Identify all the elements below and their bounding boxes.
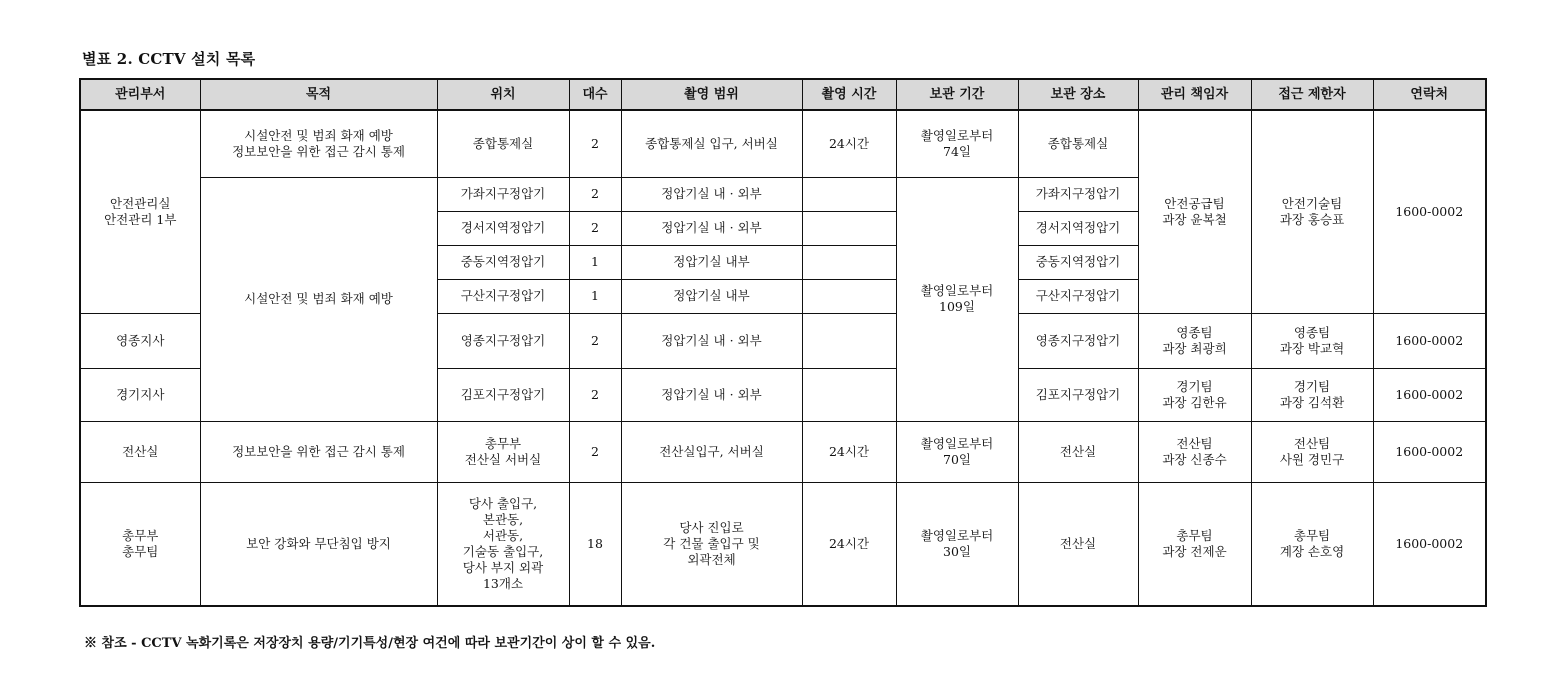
manager-cell: 총무팀 과장 전제운 (1138, 482, 1251, 606)
purpose-cell: 시설안전 및 범죄 화재 예방 (200, 177, 437, 421)
table-row (80, 421, 1486, 482)
place-cell: 전산실 (1018, 421, 1138, 482)
time-cell (802, 368, 896, 421)
range-cell: 정압기실 내부 (621, 245, 802, 279)
manager-cell: 경기팀 과장 김한유 (1138, 368, 1251, 421)
restricted-cell: 영종팀 과장 박교혁 (1251, 313, 1373, 368)
range-cell: 종합통제실 입구, 서버실 (621, 110, 802, 177)
place-cell: 전산실 (1018, 482, 1138, 606)
range-cell: 정압기실 내부 (621, 279, 802, 313)
header-cell: 목적 (200, 79, 437, 110)
time-cell (802, 177, 896, 211)
count-cell: 2 (569, 110, 621, 177)
range-cell: 정압기실 내 · 외부 (621, 313, 802, 368)
location-cell: 중동지역정압기 (437, 245, 569, 279)
table-row (80, 482, 1486, 606)
contact-cell: 1600-0002 (1373, 368, 1486, 421)
place-cell: 중동지역정압기 (1018, 245, 1138, 279)
header-cell: 보관 기간 (896, 79, 1018, 110)
location-cell: 김포지구정압기 (437, 368, 569, 421)
contact-cell: 1600-0002 (1373, 313, 1486, 368)
purpose-cell: 보안 강화와 무단침입 방지 (200, 482, 437, 606)
header-cell: 보관 장소 (1018, 79, 1138, 110)
range-cell: 정압기실 내 · 외부 (621, 211, 802, 245)
place-cell: 구산지구정압기 (1018, 279, 1138, 313)
count-cell: 1 (569, 279, 621, 313)
range-cell: 전산실입구, 서버실 (621, 421, 802, 482)
cctv-table (79, 78, 1487, 607)
count-cell: 2 (569, 421, 621, 482)
place-cell: 영종지구정압기 (1018, 313, 1138, 368)
location-cell: 경서지역정압기 (437, 211, 569, 245)
footnote: ※ 참조 - CCTV 녹화기록은 저장장치 용량/기기특성/현장 여건에 따라 보관기간이 상이 할 수 있음. (84, 636, 656, 651)
manager-cell: 안전공급팀 과장 윤복철 (1138, 110, 1251, 313)
purpose-cell: 시설안전 및 범죄 화재 예방 정보보안을 위한 접근 감시 통제 (200, 110, 437, 177)
period-cell: 촬영일로부터 109일 (896, 177, 1018, 421)
location-cell: 종합통제실 (437, 110, 569, 177)
place-cell: 김포지구정압기 (1018, 368, 1138, 421)
dept-cell: 영종지사 (80, 313, 200, 368)
restricted-cell: 전산팀 사원 경민구 (1251, 421, 1373, 482)
contact-cell: 1600-0002 (1373, 421, 1486, 482)
contact-cell: 1600-0002 (1373, 110, 1486, 313)
range-cell: 당사 진입로 각 건물 출입구 및 외곽전체 (621, 482, 802, 606)
restricted-cell: 총무팀 계장 손호영 (1251, 482, 1373, 606)
location-cell: 영종지구정압기 (437, 313, 569, 368)
restricted-cell: 경기팀 과장 김석환 (1251, 368, 1373, 421)
time-cell (802, 245, 896, 279)
period-cell: 촬영일로부터 70일 (896, 421, 1018, 482)
header-cell: 위치 (437, 79, 569, 110)
time-cell: 24시간 (802, 421, 896, 482)
dept-cell: 전산실 (80, 421, 200, 482)
dept-cell: 경기지사 (80, 368, 200, 421)
period-cell: 촬영일로부터 74일 (896, 110, 1018, 177)
location-cell: 가좌지구정압기 (437, 177, 569, 211)
period-cell: 촬영일로부터 30일 (896, 482, 1018, 606)
range-cell: 정압기실 내 · 외부 (621, 368, 802, 421)
dept-cell: 총무부 총무팀 (80, 482, 200, 606)
header-cell: 관리부서 (80, 79, 200, 110)
time-cell (802, 313, 896, 368)
header-cell: 촬영 범위 (621, 79, 802, 110)
count-cell: 2 (569, 177, 621, 211)
header-cell: 관리 책임자 (1138, 79, 1251, 110)
place-cell: 가좌지구정압기 (1018, 177, 1138, 211)
place-cell: 경서지역정압기 (1018, 211, 1138, 245)
dept-cell: 안전관리실 안전관리 1부 (80, 110, 200, 313)
header-cell: 접근 제한자 (1251, 79, 1373, 110)
location-cell: 구산지구정압기 (437, 279, 569, 313)
restricted-cell: 안전기술팀 과장 홍승표 (1251, 110, 1373, 313)
purpose-cell: 정보보안을 위한 접근 감시 통제 (200, 421, 437, 482)
count-cell: 2 (569, 211, 621, 245)
place-cell: 종합통제실 (1018, 110, 1138, 177)
manager-cell: 영종팀 과장 최광희 (1138, 313, 1251, 368)
manager-cell: 전산팀 과장 신종수 (1138, 421, 1251, 482)
time-cell (802, 279, 896, 313)
location-cell: 당사 출입구, 본관동, 서관동, 기술동 출입구, 당사 부지 외곽 13개소 (437, 482, 569, 606)
count-cell: 2 (569, 313, 621, 368)
location-cell: 총무부 전산실 서버실 (437, 421, 569, 482)
header-row (80, 79, 1486, 110)
time-cell: 24시간 (802, 482, 896, 606)
time-cell (802, 211, 896, 245)
header-cell: 연락처 (1373, 79, 1486, 110)
page-title: 별표 2. CCTV 설치 목록 (82, 50, 256, 68)
header-cell: 촬영 시간 (802, 79, 896, 110)
count-cell: 2 (569, 368, 621, 421)
count-cell: 1 (569, 245, 621, 279)
time-cell: 24시간 (802, 110, 896, 177)
contact-cell: 1600-0002 (1373, 482, 1486, 606)
range-cell: 정압기실 내 · 외부 (621, 177, 802, 211)
count-cell: 18 (569, 482, 621, 606)
header-cell: 대수 (569, 79, 621, 110)
table-row (80, 110, 1486, 177)
